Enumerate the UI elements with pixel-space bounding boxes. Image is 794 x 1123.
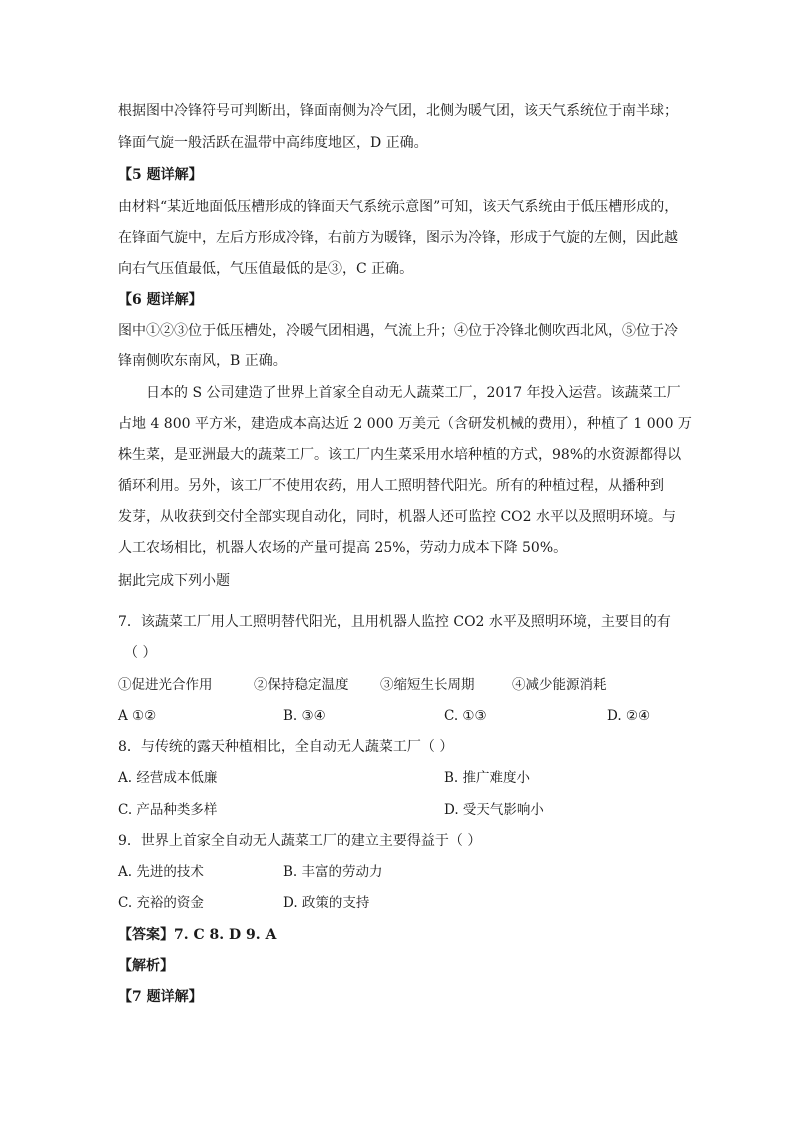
question-7-stem: 7．该蔬菜工厂用人工照明替代阳光，且用机器人监控 CO2 水平及照明环境，主要目的有 bbox=[118, 614, 671, 630]
text-line: 根据图中冷锋符号可判断出，锋面南侧为冷气团，北侧为暖气团，该天气系统位于南半球； bbox=[118, 103, 678, 119]
q7-option-c: C. ①③ bbox=[444, 708, 487, 724]
passage-line: 占地 4 800 平方米，建造成本高达近 2 000 万美元（含研发机械的费用），种植了 1 000 万 bbox=[118, 416, 692, 432]
passage-line: 循环利用。另外，该工厂不使用农药，用人工照明替代阳光。所有的种植过程，从播种到 bbox=[118, 478, 664, 494]
text-line: 向右气压值最低，气压值最低的是③，C 正确。 bbox=[118, 261, 414, 277]
text-line: 由材料“某近地面低压槽形成的锋面天气系统示意图”可知，该天气系统由于低压槽形成的， bbox=[118, 199, 679, 215]
q8-option-b: B. 推广难度小 bbox=[444, 770, 531, 786]
section-heading: 【5 题详解】 bbox=[118, 167, 203, 183]
q7-option-d: D. ②④ bbox=[607, 708, 651, 724]
q7-item-2: ②保持稳定温度 bbox=[254, 677, 349, 693]
q8-option-d: D. 受天气影响小 bbox=[444, 802, 544, 818]
section-heading: 【6 题详解】 bbox=[118, 292, 203, 308]
q7-option-b: B. ③④ bbox=[283, 708, 326, 724]
passage-line: 发芽，从收获到交付全部实现自动化，同时，机器人还可监控 CO2 水平以及照明环境。与 bbox=[118, 509, 676, 525]
question-7-bracket: （ ） bbox=[124, 645, 157, 661]
q8-option-c: C. 产品种类多样 bbox=[118, 802, 218, 818]
q7-option-a: A ①② bbox=[118, 708, 157, 724]
passage-line: 株生菜，是亚洲最大的蔬菜工厂。该工厂内生菜采用水培种植的方式，98%的水资源都得以 bbox=[118, 447, 682, 463]
q9-option-d: D. 政策的支持 bbox=[283, 895, 370, 911]
passage-line: 人工农场相比，机器人农场的产量可提高 25%，劳动力成本下降 50%。 bbox=[118, 540, 568, 556]
passage-line: 日本的 S 公司建造了世界上首家全自动无人蔬菜工厂，2017 年投入运营。该蔬菜工厂 bbox=[146, 385, 681, 401]
answer-line: 【答案】7. C 8. D 9. A bbox=[118, 927, 277, 943]
question-8-stem: 8．与传统的露天种植相比，全自动无人蔬菜工厂（ ） bbox=[118, 739, 454, 755]
q9-option-c: C. 充裕的资金 bbox=[118, 895, 204, 911]
q9-option-b: B. 丰富的劳动力 bbox=[283, 864, 383, 880]
section-heading: 【7 题详解】 bbox=[118, 989, 203, 1005]
analysis-heading: 【解析】 bbox=[118, 958, 174, 974]
q7-item-3: ③缩短生长周期 bbox=[380, 677, 475, 693]
question-9-stem: 9．世界上首家全自动无人蔬菜工厂的建立主要得益于（ ） bbox=[118, 833, 482, 849]
text-line: 图中①②③位于低压槽处，冷暖气团相遇，气流上升；④位于冷锋北侧吹西北风，⑤位于冷 bbox=[118, 323, 678, 339]
q7-item-4: ④减少能源消耗 bbox=[512, 677, 607, 693]
text-line: 锋面气旋一般活跃在温带中高纬度地区，D 正确。 bbox=[118, 135, 428, 151]
instruction-line: 据此完成下列小题 bbox=[118, 573, 230, 589]
q9-option-a: A. 先进的技术 bbox=[118, 864, 204, 880]
text-line: 锋南侧吹东南风，B 正确。 bbox=[118, 353, 287, 369]
q7-item-1: ①促进光合作用 bbox=[118, 677, 213, 693]
q8-option-a: A. 经营成本低廉 bbox=[118, 770, 218, 786]
text-line: 在锋面气旋中，左后方形成冷锋，右前方为暖锋，图示为冷锋，形成于气旋的左侧，因此越 bbox=[118, 230, 678, 246]
